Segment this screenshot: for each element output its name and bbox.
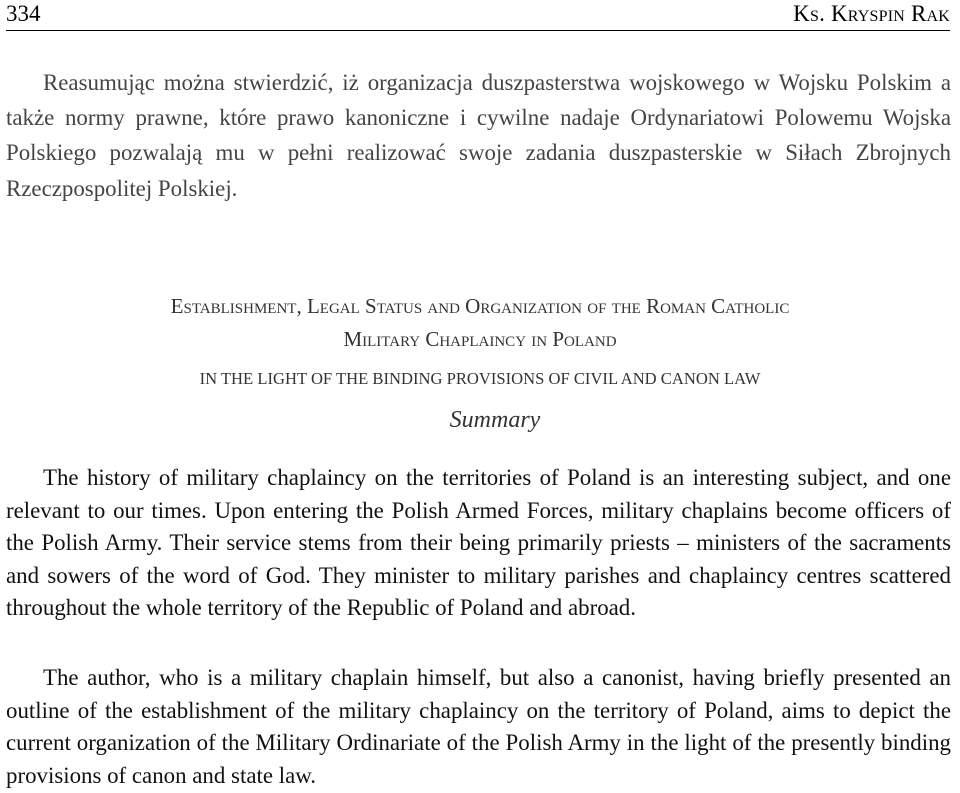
page-number: 334: [6, 1, 41, 26]
polish-paragraph: Reasumując można stwierdzić, iż organizacja duszpasterstwa wojskowego w Wojsku Polskim a także normy prawne, które prawo kanoniczne i cywilne nadaje Ordynariatowi Polowemu Wojska Polskiego pozwalają mu w pełni realizować swoje zadania duszpasterskie w Siłach Zbrojnych Rzeczpospolitej Polskiej.: [6, 70, 951, 201]
summary-title-line-1: Establishment, Legal Status and Organization of the Roman Catholic: [170, 294, 790, 318]
summary-subtitle: IN THE LIGHT OF THE BINDING PROVISIONS OF CIVIL AND CANON LAW: [199, 369, 761, 388]
summary-paragraph-2: The author, who is a military chaplain himself, but also a canonist, having briefly presented an outline of the establishment of the military chaplaincy on the territory of Poland, aims to depict the current organization of the Military Ordinariate of the Polish Army in the light of the presently binding provisions of canon and state law.: [6, 665, 951, 788]
page-header: [6, 0, 950, 31]
summary-paragraph-1: The history of military chaplaincy on the territories of Poland is an interesting subject, and one relevant to our times. Upon entering the Polish Armed Forces, military chaplains become officers of the Polish Army. Their service stems from their being primarily priests – ministers of the sacraments and sowers of the word of God. They minister to military parishes and chaplaincy centres scattered throughout the whole territory of the Republic of Poland and abroad.: [6, 465, 951, 621]
running-head: Ks. Kryspin Rak: [793, 1, 950, 26]
summary-title-line-2: Military Chaplaincy in Poland: [343, 327, 617, 351]
summary-title: [0, 290, 960, 356]
summary-label: Summary: [449, 407, 541, 433]
